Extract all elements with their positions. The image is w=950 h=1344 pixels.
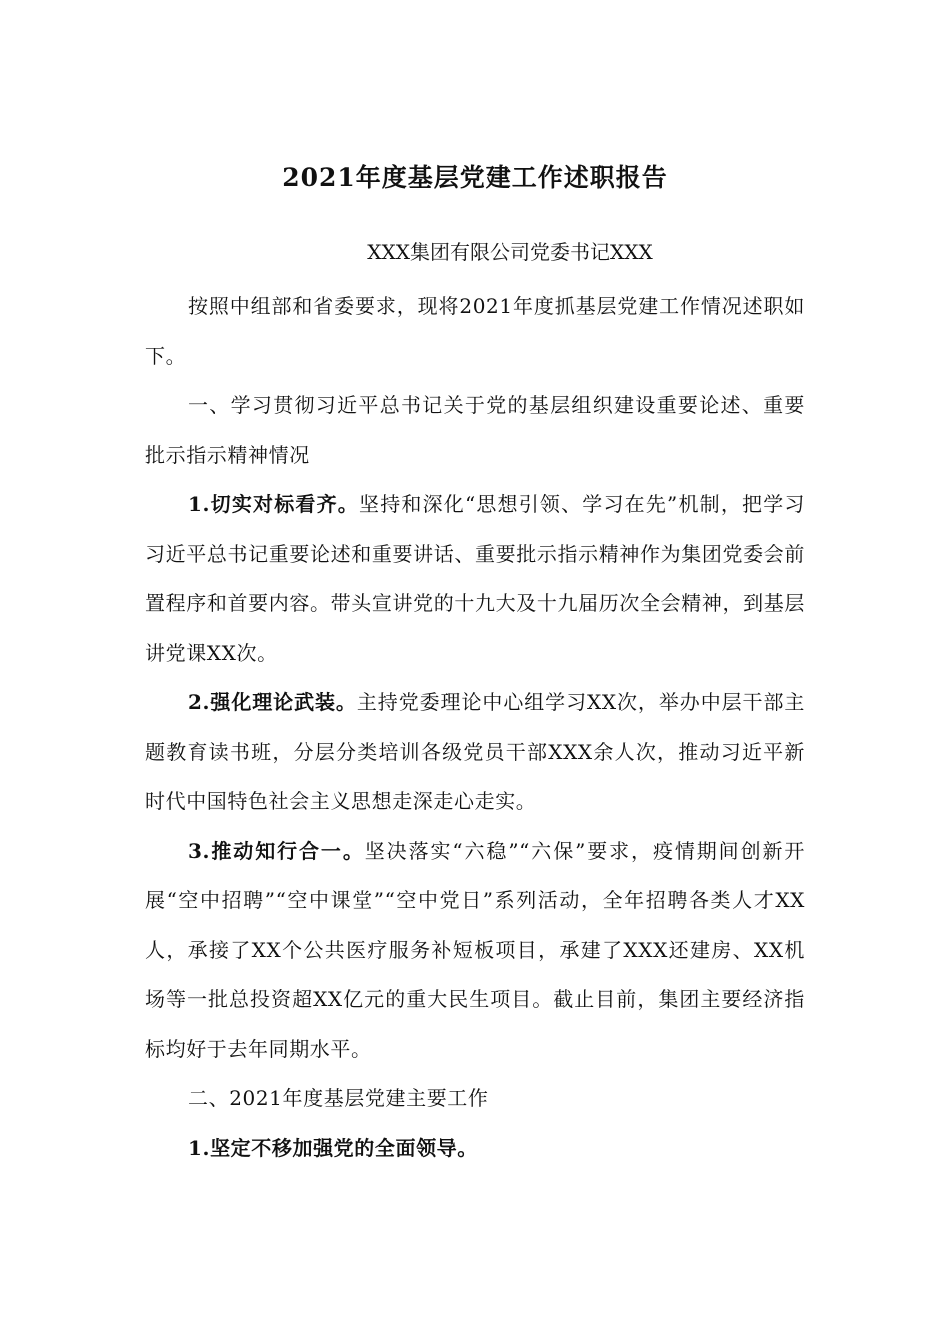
document-body <box>145 282 805 1173</box>
item-text: 主持党委理论中心组学习XX次，举办中层干部主题教育读书班，分层分类培训各级党员干部XXX余人次，推动习近平新时代中国特色社会主义思想走深走心走实。 <box>145 690 805 813</box>
intro-paragraph: 按照中组部和省委要求，现将2021年度抓基层党建工作情况述职如下。 <box>145 294 805 368</box>
section-2-item-1: 1.坚定不移加强党的全面领导。 <box>188 1135 478 1160</box>
item-lead: 2.强化理论武装。 <box>188 690 357 714</box>
section-1-heading: 一、学习贯彻习近平总书记关于党的基层组织建设重要论述、重要批示指示精神情况 <box>145 393 805 467</box>
document-title: 2021年度基层党建工作述职报告 <box>282 163 668 192</box>
section-1-item-1 <box>145 480 805 678</box>
item-text: 坚决落实“六稳”“六保”要求，疫情期间创新开展“空中招聘”“空中课堂”“空中党日”系列活动，全年招聘各类人才XX人，承接了XX个公共医疗服务补短板项目，承建了XXX还建房、XX机场等一批总投资超XX亿元的重大民生项目。截止目前，集团主要经济指标均好于去年同期水平。 <box>145 838 805 1061</box>
item-text: 坚持和深化“思想引领、学习在先”机制，把学习习近平总书记重要论述和重要讲话、重要批示指示精神作为集团党委会前置程序和首要内容。带头宣讲党的十九大及十九届历次全会精神，到基层讲党课XX次。 <box>145 492 806 665</box>
section-2-heading: 二、2021年度基层党建主要工作 <box>188 1086 489 1110</box>
author-line: XXX集团有限公司党委书记XXX <box>367 240 653 264</box>
section-1-item-3 <box>145 827 805 1075</box>
item-lead: 1.切实对标看齐。 <box>188 492 359 516</box>
item-lead: 3.推动知行合一。 <box>188 838 365 863</box>
section-1-item-2 <box>145 678 805 827</box>
